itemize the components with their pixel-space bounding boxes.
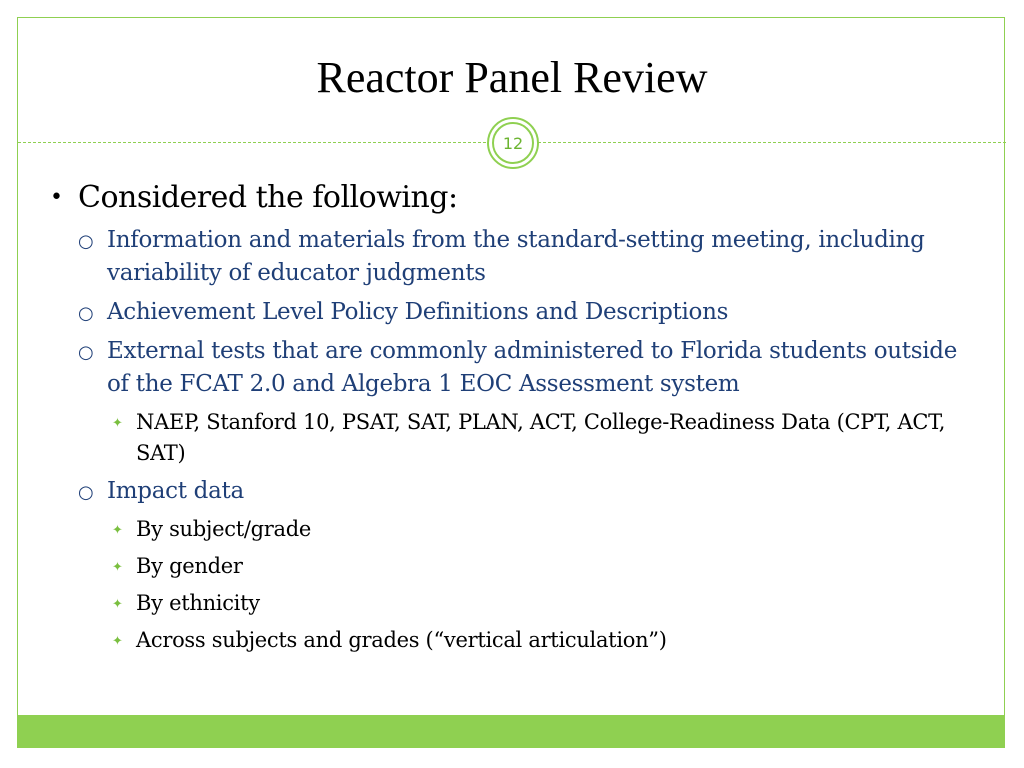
sub-bullet-item: [50, 296, 980, 329]
solid-bullet-icon: •: [50, 185, 63, 210]
slide-title: Reactor Panel Review: [316, 53, 708, 102]
sub-sub-bullet-item: [50, 625, 980, 656]
sub-bullet-text: External tests that are commonly administered to Florida students outside of the FCAT 2.0 and Algebra 1 EOC Assessment system: [107, 338, 958, 397]
hollow-circle-bullet-icon: ○: [78, 342, 94, 363]
sub-bullet-text: Information and materials from the standard-setting meeting, including variability of educator judgments: [107, 227, 925, 286]
slide-number: 12: [492, 122, 534, 164]
star-bullet-icon: ✦: [112, 597, 123, 612]
sub-sub-bullet-item: [50, 588, 980, 619]
sub-sub-bullet-text: By gender: [136, 554, 243, 578]
sub-bullet-item: [50, 335, 980, 401]
sub-bullet-item: [50, 475, 980, 508]
sub-sub-bullet-item: [50, 551, 980, 582]
sub-sub-bullet-text: By ethnicity: [136, 591, 260, 615]
sub-sub-bullet-text: NAEP, Stanford 10, PSAT, SAT, PLAN, ACT, College-Readiness Data (CPT, ACT, SAT): [136, 410, 946, 465]
sub-bullet-item: [50, 224, 980, 290]
hollow-circle-bullet-icon: ○: [78, 231, 94, 252]
star-bullet-icon: ✦: [112, 416, 123, 431]
sub-sub-bullet-text: Across subjects and grades (“vertical articulation”): [136, 628, 667, 652]
hollow-circle-bullet-icon: ○: [78, 303, 94, 324]
hollow-circle-bullet-icon: ○: [78, 482, 94, 503]
slide-number-badge: [487, 117, 539, 169]
sub-bullet-text: Achievement Level Policy Definitions and Descriptions: [107, 299, 729, 325]
sub-sub-bullet-item: [50, 514, 980, 545]
bullet-text: Considered the following:: [78, 180, 458, 215]
sub-sub-bullet-text: By subject/grade: [136, 517, 312, 541]
bullet-item: [50, 178, 980, 218]
sub-sub-bullet-item: [50, 407, 980, 469]
footer-band: [18, 715, 1004, 748]
sub-bullet-text: Impact data: [107, 478, 244, 504]
star-bullet-icon: ✦: [112, 523, 123, 538]
slide-content: [50, 178, 980, 656]
star-bullet-icon: ✦: [112, 560, 123, 575]
star-bullet-icon: ✦: [112, 634, 123, 649]
